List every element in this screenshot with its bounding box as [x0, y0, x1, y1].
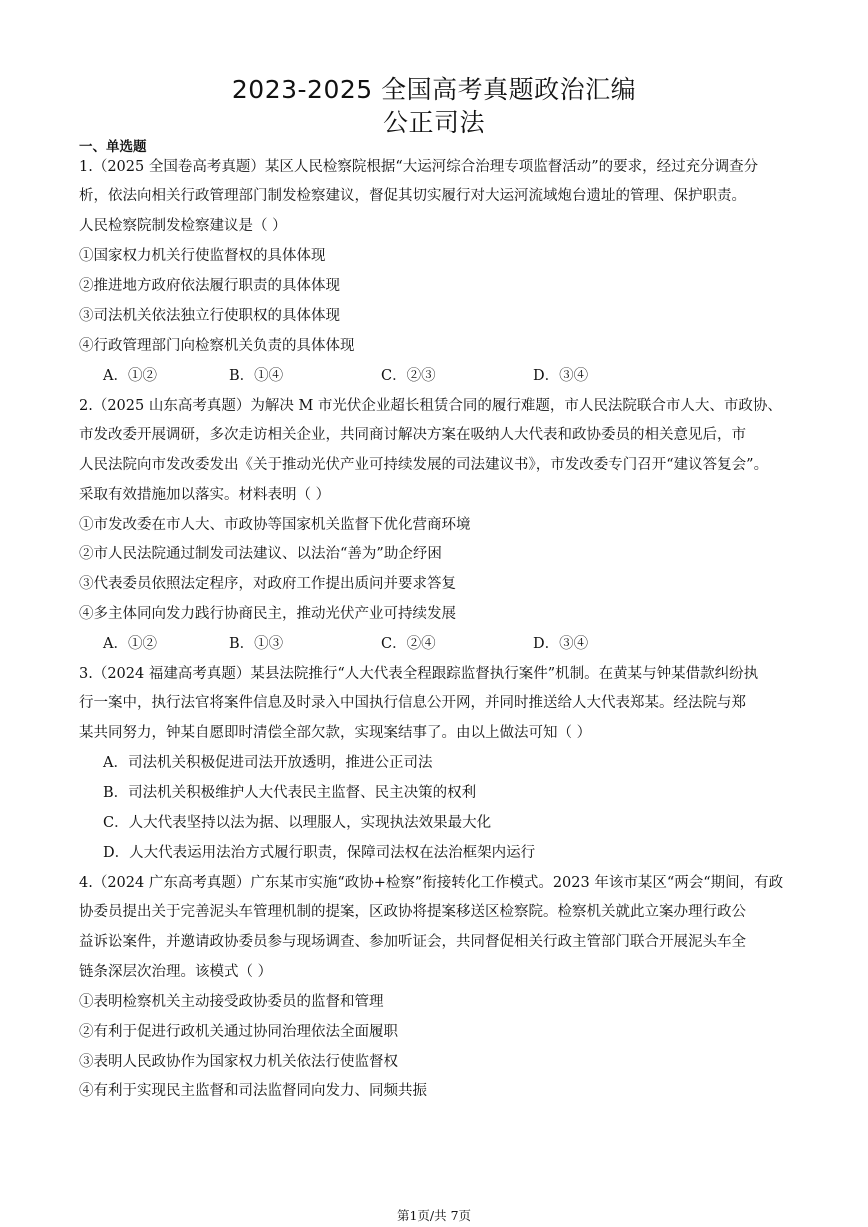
- page-number: 第1页/共 7页: [396, 1208, 472, 1223]
- question-4-statement-2: ②有利于促进行政机关通过协同治理依法全面履职: [79, 1024, 398, 1040]
- document-title: 2023-2025 全国高考真题政治汇编: [231, 75, 637, 104]
- question-3-choice-c: C．人大代表坚持以法为据、以理服人，实现执法效果最大化: [103, 815, 492, 831]
- question-3-choice-d: D．人大代表运用法治方式履行职责，保障司法权在法治框架内运行: [103, 845, 536, 861]
- question-2-line-3: 人民法院向市发改委发出《关于推动光伏产业可持续发展的司法建议书》，市发改委专门召开“建议答复会”。: [79, 457, 769, 473]
- option-b: B．①③: [229, 636, 284, 652]
- section-heading: 一、单选题: [79, 139, 147, 155]
- option-a: A．①②: [103, 636, 157, 652]
- question-1-statement-2: ②推进地方政府依法履行职责的具体体现: [79, 278, 340, 294]
- question-3-choice-a: A．司法机关积极促进司法开放透明，推进公正司法: [103, 755, 433, 771]
- question-2-line-2: 市发改委开展调研，多次走访相关企业，共同商讨解决方案在吸纳人大代表和政协委员的相关意见后，市: [79, 427, 746, 443]
- question-2-line-4: 采取有效措施加以落实。材料表明（ ）: [79, 487, 331, 503]
- question-1-statement-3: ③司法机关依法独立行使职权的具体体现: [79, 308, 340, 324]
- option-d: D．③④: [533, 368, 589, 384]
- question-2-statement-4: ④多主体同向发力践行协商民主，推动光伏产业可持续发展: [79, 606, 456, 622]
- option-b: B．①④: [229, 368, 284, 384]
- option-d: D．③④: [533, 636, 589, 652]
- option-a: A．①②: [103, 368, 157, 384]
- question-4-line-1: 4.（2024 广东高考真题）广东某市实施“政协+检察”衔接转化工作模式。2023 年该市某区“两会“期间，有政: [79, 875, 784, 891]
- question-2-line-1: 2.（2025 山东高考真题）为解决 M 市光伏企业超长租赁合同的履行难题，市人民法院联合市人大、市政协、: [79, 398, 782, 414]
- question-4-statement-3: ③表明人民政协作为国家权力机关依法行使监督权: [79, 1054, 398, 1070]
- question-4-line-2: 协委员提出关于完善泥头车管理机制的提案，区政协将提案移送区检察院。检察机关就此立案办理行政公: [79, 904, 746, 920]
- question-3-line-3: 某共同努力，钟某自愿即时清偿全部欠款，实现案结事了。由以上做法可知（ ）: [79, 725, 592, 741]
- question-1-statement-4: ④行政管理部门向检察机关负责的具体体现: [79, 338, 355, 354]
- question-3-line-1: 3.（2024 福建高考真题）某县法院推行“人大代表全程跟踪监督执行案件”机制。在黄某与钟某借款纠纷执: [79, 666, 759, 682]
- document-subtitle: 公正司法: [382, 108, 485, 137]
- question-1-line-2: 析，依法向相关行政管理部门制发检察建议，督促其切实履行对大运河流域炮台遗址的管理、保护职责。: [79, 188, 746, 204]
- option-c: C．②③: [381, 368, 436, 384]
- question-1-line-3: 人民检察院制发检察建议是（ ）: [79, 218, 287, 234]
- question-4-statement-1: ①表明检察机关主动接受政协委员的监督和管理: [79, 994, 384, 1010]
- question-2-statement-3: ③代表委员依照法定程序，对政府工作提出质问并要求答复: [79, 576, 456, 592]
- question-4-statement-4: ④有利于实现民主监督和司法监督同向发力、同频共振: [79, 1083, 427, 1099]
- question-4-line-4: 链条深层次治理。该模式（ ）: [79, 964, 273, 980]
- question-3-line-2: 行一案中，执行法官将案件信息及时录入中国执行信息公开网，并同时推送给人大代表郑某。经法院与郑: [79, 695, 746, 711]
- option-c: C．②④: [381, 636, 436, 652]
- question-1-line-1: 1.（2025 全国卷高考真题）某区人民检察院根据“大运河综合治理专项监督活动”的要求，经过充分调查分: [79, 159, 759, 175]
- question-1-statement-1: ①国家权力机关行使监督权的具体体现: [79, 248, 326, 264]
- question-2-statement-1: ①市发改委在市人大、市政协等国家机关监督下优化营商环境: [79, 517, 471, 533]
- question-4-line-3: 益诉讼案件，并邀请政协委员参与现场调查、参加听证会，共同督促相关行政主管部门联合开展泥头车全: [79, 934, 746, 950]
- question-3-choice-b: B．司法机关积极维护人大代表民主监督、民主决策的权利: [103, 785, 477, 801]
- question-2-statement-2: ②市人民法院通过制发司法建议、以法治“善为”助企纾困: [79, 546, 442, 562]
